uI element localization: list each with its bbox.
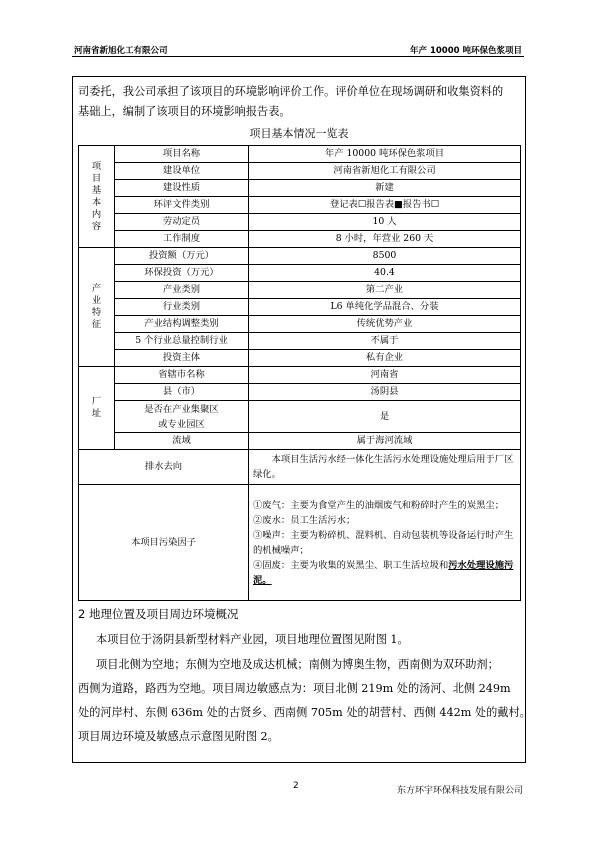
label-cluster	[115, 401, 249, 433]
section-2-para-2-line-2: 西侧为道路，路西为空地。项目周边敏感点为：项目北侧 219m 处的汤河、北侧 249m	[78, 682, 511, 695]
value-invest: 8500	[249, 248, 521, 265]
label-adjust: 产业结构调整类别	[115, 316, 249, 333]
value-industry-type: 第二产业	[249, 282, 521, 299]
value-pollution	[249, 485, 521, 601]
label-pollution: 本项目污染因子	[79, 485, 249, 601]
group-basic-label: 项目基本内容	[91, 160, 102, 232]
label-invest: 投资额（万元）	[115, 248, 249, 265]
header-rule	[72, 56, 524, 57]
section-2-para-2-line-4: 项目周边环境及敏感点示意图见附图 2。	[78, 730, 279, 743]
pollution-solid-underlined: 污水处理设施污泥。	[253, 559, 514, 586]
value-basin: 属于海河流域	[249, 433, 521, 450]
value-county: 汤阴县	[249, 384, 521, 401]
label-sector: 行业类别	[115, 299, 249, 316]
label-eia-type: 环评文件类别	[115, 197, 249, 214]
footer-company: 东方环宇环保科技发展有限公司	[396, 786, 523, 796]
group-industry	[79, 248, 115, 367]
value-eia-type: 登记表☐报告表■报告书☐	[249, 197, 521, 214]
value-env-invest: 40.4	[249, 265, 521, 282]
table-title: 项目基本情况一览表	[249, 127, 349, 140]
section-2-title: 2 地理位置及项目周边环境概况	[78, 607, 239, 621]
group-industry-label: 产业特征	[91, 283, 102, 330]
label-name: 项目名称	[115, 146, 249, 163]
header-project: 年产 10000 吨环保色浆项目	[410, 46, 522, 56]
section-2-para-1: 本项目位于汤阴县新型材料产业园，项目地理位置图见附图 1。	[96, 633, 409, 646]
page-number: 2	[293, 781, 299, 791]
label-env-invest: 环保投资（万元）	[115, 265, 249, 282]
label-industry-type: 产业类别	[115, 282, 249, 299]
value-subject: 私有企业	[249, 350, 521, 367]
pollution-water: ②废水：员工生活污水；	[253, 514, 356, 526]
group-basic	[79, 146, 115, 248]
pollution-solid	[253, 558, 516, 588]
label-drain: 排水去向	[79, 450, 249, 485]
value-drain	[249, 450, 521, 485]
section-2-para-2-line-1: 项目北侧为空地；东侧为空地及成达机械；南侧为博奥生物，西南侧为双环助剂；	[96, 658, 499, 671]
label-subject: 投资主体	[115, 350, 249, 367]
value-drain-text: 本项目生活污水经一体化生活污水处理设施处理后用于厂区绿化。	[253, 454, 514, 480]
label-control: 5 个行业总量控制行业	[115, 333, 249, 350]
intro-line-1: 司委托，我公司承担了该项目的环境影响评价工作。评价单位在现场调研和收集资料的	[78, 85, 504, 98]
value-control: 不属于	[249, 333, 521, 350]
value-cluster: 是	[249, 401, 521, 433]
label-unit: 建设单位	[115, 163, 249, 180]
label-county: 县（市）	[115, 384, 249, 401]
value-staff: 10 人	[249, 214, 521, 231]
label-cluster-line-2: 或专业园区	[158, 418, 205, 430]
project-info-table	[78, 145, 521, 601]
label-staff: 劳动定员	[115, 214, 249, 231]
value-unit: 河南省新旭化工有限公司	[249, 163, 521, 180]
pollution-noise: ③噪声：主要为粉碎机、混料机、自动包装机等设备运行时产生的机械噪声；	[253, 529, 514, 556]
section-2-para-2-line-3: 处的河岸村、东侧 636m 处的古贤乡、西南侧 705m 处的胡营村、西侧 442m 处的戴村。	[78, 706, 531, 719]
header-company: 河南省新旭化工有限公司	[74, 46, 168, 56]
value-name: 年产 10000 吨环保色浆项目	[249, 146, 521, 163]
value-province: 河南省	[249, 367, 521, 384]
value-sector: L6 单纯化学品混合、分装	[249, 299, 521, 316]
label-basin: 流域	[115, 433, 249, 450]
label-nature: 建设性质	[115, 180, 249, 197]
label-cluster-line-1: 是否在产业集聚区	[144, 403, 219, 415]
group-site-label: 厂址	[91, 396, 102, 419]
label-work: 工作制度	[115, 231, 249, 248]
value-nature: 新建	[249, 180, 521, 197]
pollution-gas: ①废气：主要为食堂产生的油烟废气和粉碎时产生的炭黑尘；	[253, 499, 505, 511]
value-work: 8 小时，年营业 260 天	[249, 231, 521, 248]
pollution-solid-text: ④固废：主要为收集的炭黑尘、职工生活垃圾和	[253, 559, 449, 571]
label-province: 省辖市名称	[115, 367, 249, 384]
intro-line-2: 基础上，编制了该项目的环境影响报告表。	[78, 105, 291, 118]
group-site	[79, 367, 115, 450]
value-adjust: 传统优势产业	[249, 316, 521, 333]
